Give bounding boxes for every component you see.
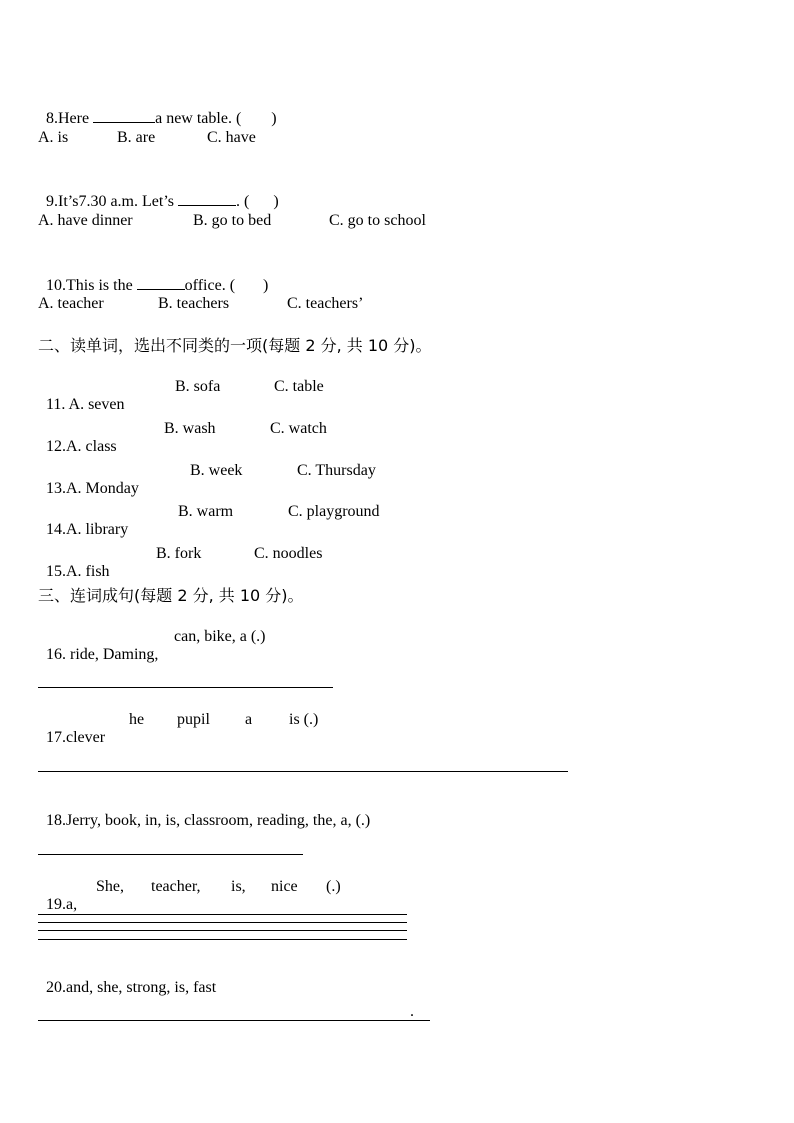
question-number: 15.: [46, 563, 66, 580]
paren-close: ): [263, 277, 269, 294]
question-15: [38, 545, 110, 581]
option-c: C. Thursday: [297, 462, 376, 479]
section-3-heading: 三、连词成句(每题 2 分, 共 10 分)。: [38, 586, 304, 605]
option-b: B. teachers: [158, 295, 230, 312]
answer-line[interactable]: [38, 930, 407, 931]
answer-line[interactable]: [38, 687, 333, 688]
answer-line[interactable]: [38, 771, 568, 772]
option-a: A. Monday: [66, 480, 139, 497]
answer-blank[interactable]: [137, 274, 185, 290]
option-b: B. sofa: [175, 378, 221, 395]
paren-close: ): [271, 110, 277, 127]
question-number: 13.: [46, 480, 66, 497]
option-c: C. have: [207, 129, 256, 146]
question-number: 8.: [46, 110, 58, 127]
question-20: [38, 961, 216, 997]
option-c: C. playground: [288, 503, 380, 520]
answer-line[interactable]: [38, 1020, 430, 1021]
word: pupil: [177, 711, 210, 728]
question-number: 14.: [46, 521, 66, 538]
question-text: a new table. (: [155, 110, 242, 127]
option-a: . A. seven: [61, 396, 125, 413]
option-b: B. are: [117, 129, 156, 146]
option-a: A. fish: [66, 563, 110, 580]
word-group: Jerry, book, in, is, classroom, reading, the, a, (.): [66, 812, 371, 829]
option-c: C. teachers’: [287, 295, 364, 312]
word: a: [245, 711, 253, 728]
option-b: B. week: [190, 462, 243, 479]
word: he: [129, 711, 145, 728]
question-10: [38, 254, 268, 296]
option-c: C. table: [274, 378, 324, 395]
question-number: 17.: [46, 729, 66, 746]
answer-line[interactable]: [38, 939, 407, 940]
option-b: B. fork: [156, 545, 202, 562]
question-number: 18.: [46, 812, 66, 829]
word: (.): [326, 878, 341, 895]
question-text: This is the: [66, 277, 137, 294]
answer-blank[interactable]: [93, 107, 155, 123]
option-a: A. class: [66, 438, 117, 455]
option-c: C. noodles: [254, 545, 323, 562]
question-18: [38, 794, 370, 830]
word-group: can, bike, a (.): [174, 628, 266, 645]
question-11: [38, 378, 125, 414]
question-text: office. (: [184, 277, 236, 294]
question-number: 16: [46, 646, 62, 663]
question-9: [38, 170, 279, 212]
answer-line[interactable]: [38, 914, 407, 915]
section-2-heading: 二、读单词，选出不同类的一项(每题 2 分, 共 10 分)。: [38, 336, 432, 355]
question-number: 20.: [46, 979, 66, 996]
word: teacher,: [151, 878, 201, 895]
question-text: . (: [235, 193, 250, 210]
word: nice: [271, 878, 298, 895]
answer-blank[interactable]: [178, 190, 236, 206]
word: She,: [96, 878, 124, 895]
question-text: It’s7.30 a.m. Let’s: [58, 193, 178, 210]
word: is (.): [289, 711, 319, 728]
question-13: [38, 462, 139, 498]
question-19: [38, 878, 77, 914]
word-group: . ride, Daming,: [62, 646, 159, 663]
word-group: and, she, strong, is, fast: [66, 979, 217, 996]
option-a: A. have dinner: [38, 212, 133, 229]
option-b: B. wash: [164, 420, 216, 437]
question-12: [38, 420, 117, 456]
question-14: [38, 503, 128, 539]
question-number: 11: [46, 396, 62, 413]
question-number: 19.: [46, 896, 66, 913]
option-a: A. library: [66, 521, 129, 538]
word: is,: [231, 878, 246, 895]
end-period: .: [410, 1003, 414, 1020]
paren-close: ): [273, 193, 279, 210]
question-number: 9.: [46, 193, 58, 210]
answer-line[interactable]: [38, 922, 407, 923]
option-c: C. watch: [270, 420, 327, 437]
question-text: Here: [58, 110, 94, 127]
question-8: [38, 87, 277, 129]
word: a,: [66, 896, 78, 913]
option-a: A. teacher: [38, 295, 104, 312]
option-a: A. is: [38, 129, 69, 146]
question-16: [38, 628, 158, 664]
option-c: C. go to school: [329, 212, 426, 229]
answer-line[interactable]: [38, 854, 303, 855]
question-number: 12.: [46, 438, 66, 455]
option-b: B. warm: [178, 503, 234, 520]
word: clever: [66, 729, 106, 746]
question-number: 10.: [46, 277, 66, 294]
option-b: B. go to bed: [193, 212, 272, 229]
question-17: [38, 711, 105, 747]
